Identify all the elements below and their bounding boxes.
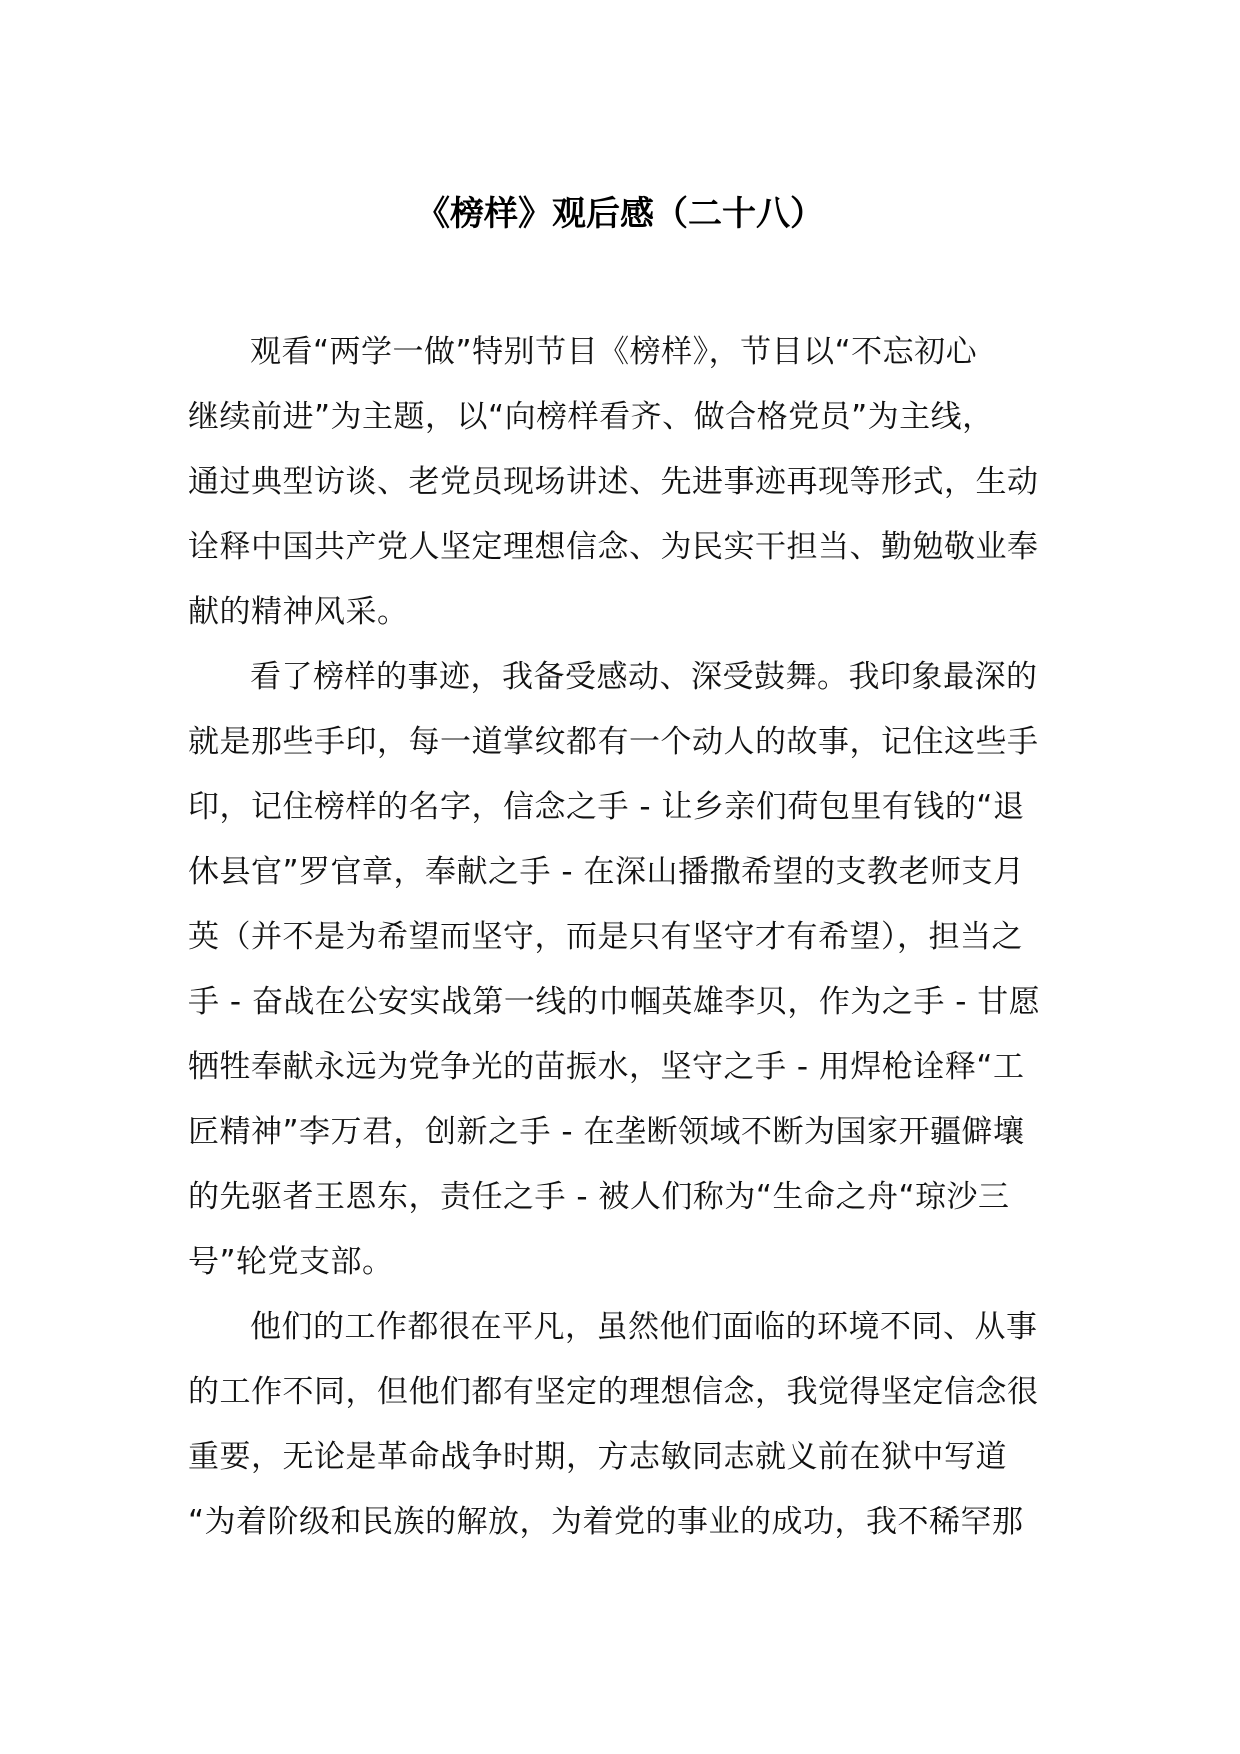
paragraph-line: 继续前进”为主题，以“向榜样看齐、做合格党员”为主线， bbox=[188, 399, 994, 435]
paragraph-line: 的工作不同，但他们都有坚定的理想信念，我觉得坚定信念很 bbox=[188, 1374, 1039, 1410]
paragraph-line: 印，记住榜样的名字，信念之手 - 让乡亲们荷包里有钱的“退 bbox=[188, 789, 1025, 825]
paragraph-line: 诠释中国共产党人坚定理想信念、为民实干担当、勤勉敬业奉 bbox=[188, 529, 1039, 565]
paragraph-line: 号”轮党支部。 bbox=[188, 1244, 394, 1280]
document-body bbox=[188, 320, 1058, 1555]
paragraph-line: 牺牲奉献永远为党争光的苗振水，坚守之手 - 用焊枪诠释“工 bbox=[188, 1049, 1025, 1085]
paragraph-line: 通过典型访谈、老党员现场讲述、先进事迹再现等形式，生动 bbox=[188, 464, 1039, 500]
paragraph-line: 手 - 奋战在公安实战第一线的巾帼英雄李贝，作为之手 - 甘愿 bbox=[188, 984, 1041, 1020]
paragraph-line: 英（并不是为希望而坚守，而是只有坚守才有希望），担当之 bbox=[188, 919, 1023, 955]
paragraph-line: 匠精神”李万君，创新之手 - 在垄断领域不断为国家开疆僻壤 bbox=[188, 1114, 1025, 1150]
paragraph-line: 重要，无论是革命战争时期，方志敏同志就义前在狱中写道 bbox=[188, 1439, 1007, 1475]
document-title: 《榜样》观后感（二十八） bbox=[416, 194, 824, 234]
paragraph-line: “为着阶级和民族的解放，为着党的事业的成功，我不稀罕那 bbox=[188, 1504, 1024, 1540]
paragraph-line: 观看“两学一做”特别节目《榜样》，节目以“不忘初心 bbox=[250, 334, 978, 370]
paragraph-line: 献的精神风采。 bbox=[188, 594, 409, 630]
paragraph-2 bbox=[188, 645, 1058, 1295]
paragraph-line: 就是那些手印，每一道掌纹都有一个动人的故事，记住这些手 bbox=[188, 724, 1039, 760]
paragraph-line: 看了榜样的事迹，我备受感动、深受鼓舞。我印象最深的 bbox=[250, 659, 1038, 695]
paragraph-3 bbox=[188, 1295, 1058, 1555]
paragraph-line: 的先驱者王恩东，责任之手 - 被人们称为“生命之舟“琼沙三 bbox=[188, 1179, 1010, 1215]
paragraph-line: 他们的工作都很在平凡，虽然他们面临的环境不同、从事 bbox=[250, 1309, 1038, 1345]
paragraph-1 bbox=[188, 320, 1058, 645]
paragraph-line: 休县官”罗官章，奉献之手 - 在深山播撒希望的支教老师支月 bbox=[188, 854, 1025, 890]
